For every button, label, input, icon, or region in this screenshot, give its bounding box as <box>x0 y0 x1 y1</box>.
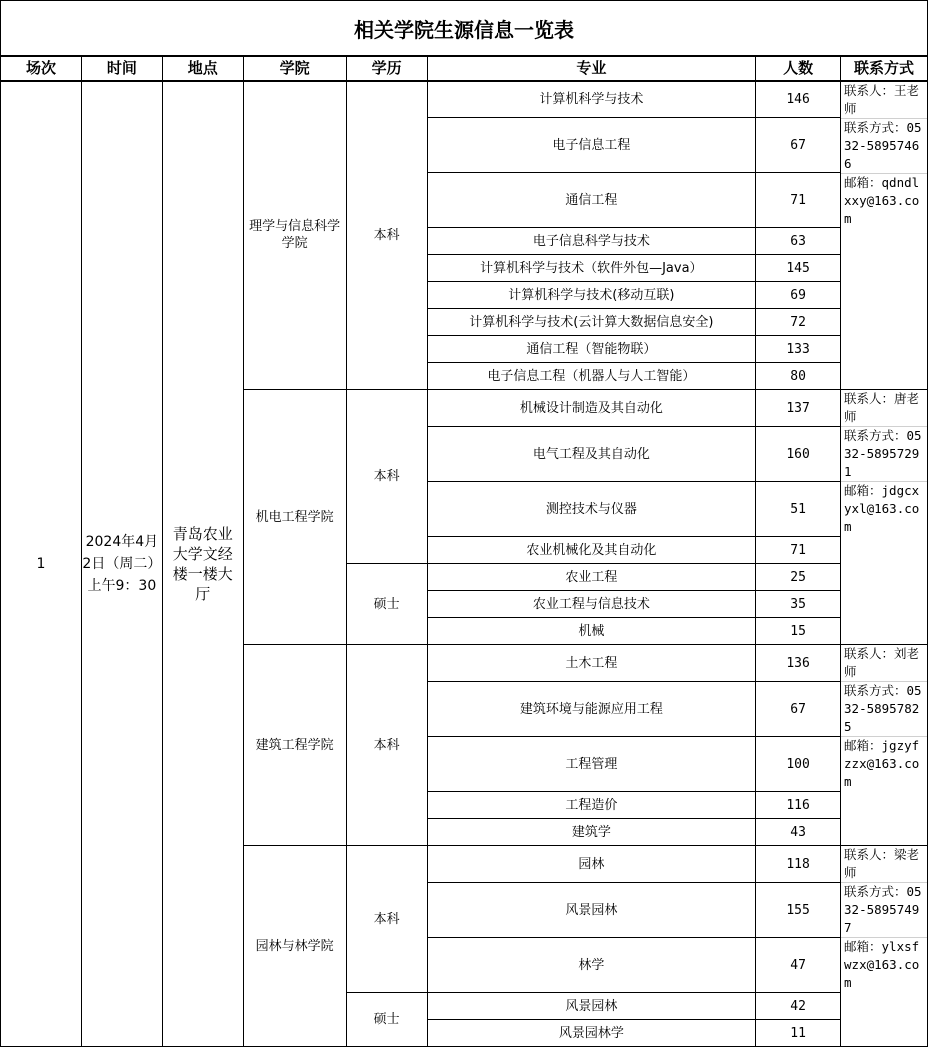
degree-cell: 硕士 <box>346 993 427 1047</box>
major-cell: 电子信息工程 <box>427 118 756 173</box>
major-cell: 测控技术与仪器 <box>427 482 756 537</box>
header-cell: 联系方式 <box>841 57 928 81</box>
college-cell: 机电工程学院 <box>243 390 346 645</box>
degree-cell: 本科 <box>346 846 427 993</box>
major-cell: 通信工程（智能物联） <box>427 336 756 363</box>
count-cell: 145 <box>756 255 841 282</box>
major-cell: 计算机科学与技术(云计算大数据信息安全) <box>427 309 756 336</box>
major-cell: 农业工程 <box>427 564 756 591</box>
major-cell: 农业机械化及其自动化 <box>427 537 756 564</box>
header-cell: 时间 <box>81 57 162 81</box>
count-cell: 146 <box>756 81 841 118</box>
contact-cell <box>841 645 928 846</box>
count-cell: 72 <box>756 309 841 336</box>
contact-person: 联系人：王老师 <box>841 82 927 119</box>
major-cell: 林学 <box>427 938 756 993</box>
count-cell: 43 <box>756 819 841 846</box>
contact-cell <box>841 846 928 1047</box>
count-cell: 63 <box>756 228 841 255</box>
major-cell: 电子信息科学与技术 <box>427 228 756 255</box>
major-cell: 计算机科学与技术（软件外包—Java） <box>427 255 756 282</box>
count-cell: 15 <box>756 618 841 645</box>
header-cell: 学院 <box>243 57 346 81</box>
major-cell: 风景园林学 <box>427 1020 756 1047</box>
major-cell: 工程管理 <box>427 737 756 792</box>
count-cell: 137 <box>756 390 841 427</box>
table-body <box>1 81 928 1047</box>
count-cell: 67 <box>756 682 841 737</box>
major-cell: 风景园林 <box>427 993 756 1020</box>
major-cell: 建筑环境与能源应用工程 <box>427 682 756 737</box>
time-cell: 2024年4月2日（周二）上午9：30 <box>81 81 162 1047</box>
college-cell: 建筑工程学院 <box>243 645 346 846</box>
count-cell: 116 <box>756 792 841 819</box>
major-cell: 建筑学 <box>427 819 756 846</box>
count-cell: 133 <box>756 336 841 363</box>
major-cell: 土木工程 <box>427 645 756 682</box>
major-cell: 园林 <box>427 846 756 883</box>
header-cell: 场次 <box>1 57 82 81</box>
table-row <box>1 81 928 118</box>
count-cell: 80 <box>756 363 841 390</box>
contact-phone: 联系方式：0532-58957497 <box>841 883 927 938</box>
count-cell: 155 <box>756 883 841 938</box>
count-cell: 47 <box>756 938 841 993</box>
count-cell: 71 <box>756 173 841 228</box>
major-cell: 工程造价 <box>427 792 756 819</box>
count-cell: 118 <box>756 846 841 883</box>
contact-person: 联系人：梁老师 <box>841 846 927 883</box>
count-cell: 160 <box>756 427 841 482</box>
count-cell: 67 <box>756 118 841 173</box>
count-cell: 71 <box>756 537 841 564</box>
degree-cell: 本科 <box>346 81 427 390</box>
count-cell: 11 <box>756 1020 841 1047</box>
header-cell: 人数 <box>756 57 841 81</box>
major-cell: 风景园林 <box>427 883 756 938</box>
major-cell: 计算机科学与技术(移动互联) <box>427 282 756 309</box>
contact-person: 联系人：刘老师 <box>841 645 927 682</box>
count-cell: 100 <box>756 737 841 792</box>
contact-phone: 联系方式：0532-58957466 <box>841 119 927 174</box>
location-cell: 青岛农业大学文经楼一楼大厅 <box>162 81 243 1047</box>
major-cell: 机械设计制造及其自动化 <box>427 390 756 427</box>
contact-email: 邮箱：jdgcxyxl@163.com <box>844 483 920 534</box>
contact-email: 邮箱：jgzyfzzx@163.com <box>844 738 920 789</box>
contact-phone: 联系方式：0532-58957825 <box>841 682 927 737</box>
count-cell: 42 <box>756 993 841 1020</box>
count-cell: 25 <box>756 564 841 591</box>
major-cell: 机械 <box>427 618 756 645</box>
degree-cell: 硕士 <box>346 564 427 645</box>
contact-email: 邮箱：qdndlxxy@163.com <box>844 174 920 226</box>
session-cell: 1 <box>1 81 82 1047</box>
major-cell: 电子信息工程（机器人与人工智能） <box>427 363 756 390</box>
header-cell: 地点 <box>162 57 243 81</box>
count-cell: 35 <box>756 591 841 618</box>
count-cell: 51 <box>756 482 841 537</box>
major-cell: 计算机科学与技术 <box>427 81 756 118</box>
college-cell: 园林与林学院 <box>243 846 346 1047</box>
header-cell: 专业 <box>427 57 756 81</box>
contact-email: 邮箱：ylxsfwzx@163.com <box>844 939 920 990</box>
major-cell: 农业工程与信息技术 <box>427 591 756 618</box>
contact-cell <box>841 81 928 390</box>
major-cell: 通信工程 <box>427 173 756 228</box>
contact-phone: 联系方式：0532-58957291 <box>841 427 927 482</box>
header-cell: 学历 <box>346 57 427 81</box>
count-cell: 136 <box>756 645 841 682</box>
contact-cell <box>841 390 928 645</box>
contact-person: 联系人：唐老师 <box>841 390 927 427</box>
table-title: 相关学院生源信息一览表 <box>0 0 928 56</box>
header-row <box>1 57 928 81</box>
count-cell: 69 <box>756 282 841 309</box>
info-table <box>0 56 928 1047</box>
degree-cell: 本科 <box>346 645 427 846</box>
major-cell: 电气工程及其自动化 <box>427 427 756 482</box>
degree-cell: 本科 <box>346 390 427 564</box>
college-cell: 理学与信息科学学院 <box>243 81 346 390</box>
